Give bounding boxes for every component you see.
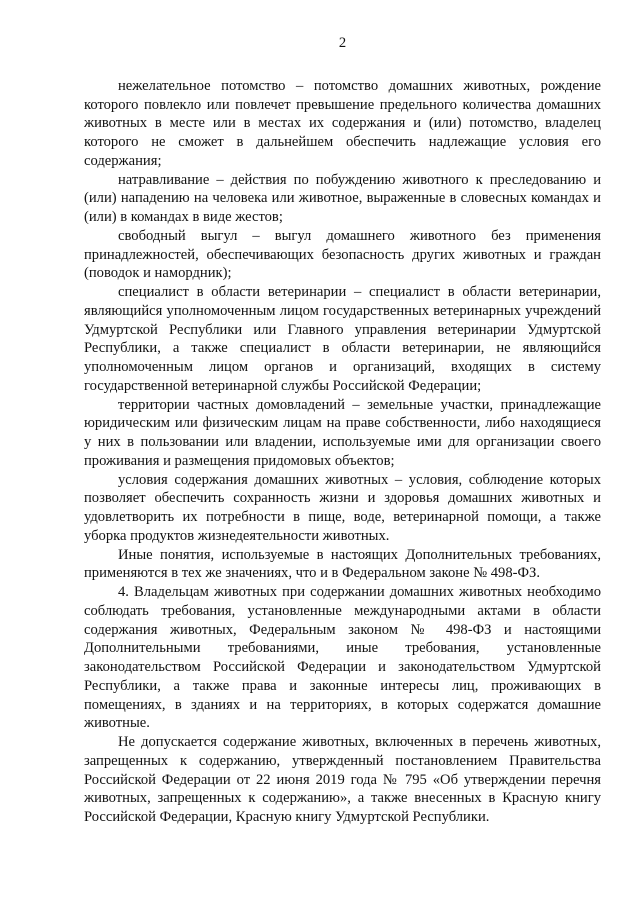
definition-keeping-conditions: условия содержания домашних животных – условия, соблюдение которых позволяет обеспечить сохранность жизни и здоровья домашних животных и удовлетворить их потребности в пище, воде, ветеринарной помощи, а также уборка продуктов жизнедеятельности животных. bbox=[84, 471, 601, 544]
section-4-paragraph: 4. Владельцам животных при содержании домашних животных необходимо соблюдать требования, установленные международными актами в области содержания животных, Федеральным законом № 498-ФЗ и настоящими Дополнительными требованиями, иные требования, установленные законодательством Российской Федерации и законодательством Удмуртской Республики, а также права и законные интересы лиц, проживающих в помещениях, в зданиях и на территориях, в которых содержатся домашние животные. bbox=[84, 584, 601, 732]
other-terms-paragraph: Иные понятия, используемые в настоящих Дополнительных требованиях, применяются в тех же значениях, что и в Федеральном законе № 498-ФЗ. bbox=[84, 546, 601, 582]
document-page bbox=[84, 34, 601, 827]
prohibited-animals-paragraph: Не допускается содержание животных, включенных в перечень животных, запрещенных к содержанию, утвержденный постановлением Правительства Российской Федерации от 22 июня 2019 года № 795 «Об утверждении перечня животных, запрещенных к содержанию», а также внесенных в Красную книгу Российской Федерации, Красную книгу Удмуртской Республики. bbox=[84, 734, 601, 825]
definition-setting-on: натравливание – действия по побуждению животного к преследованию и (или) нападению на человека или животное, выраженные в словесных командах и (или) в командах в виде жестов; bbox=[84, 171, 601, 225]
definition-veterinary-specialist: специалист в области ветеринарии – специалист в области ветеринарии, являющийся уполномоченным лицом государственных ветеринарных учреждений Удмуртской Республики или Главного управления ветеринарии Удмуртской Республики, а также специалист в области ветеринарии, не являющийся уполномоченным лицом органов и организаций, входящих в систему государственной ветеринарной службы Российской Федерации; bbox=[84, 284, 601, 394]
page-number: 2 bbox=[338, 35, 347, 51]
definition-private-households: территории частных домовладений – земельные участки, принадлежащие юридическим или физическим лицам на праве собственности, либо находящиеся у них в пользовании или владении, используемые ими для организации своего проживания и размещения придомовых объектов; bbox=[84, 396, 601, 469]
definition-unwanted-offspring: нежелательное потомство – потомство домашних животных, рождение которого повлекло или повлечет превышение предельного количества домашних животных в месте или в местах их содержания и (или) потомство, владелец которого не сможет в дальнейшем обеспечить надлежащие условия его содержания; bbox=[84, 77, 601, 169]
definition-free-walking: свободный выгул – выгул домашнего животного без применения принадлежностей, обеспечивающих безопасность других животных и граждан (поводок и намордник); bbox=[84, 227, 601, 282]
